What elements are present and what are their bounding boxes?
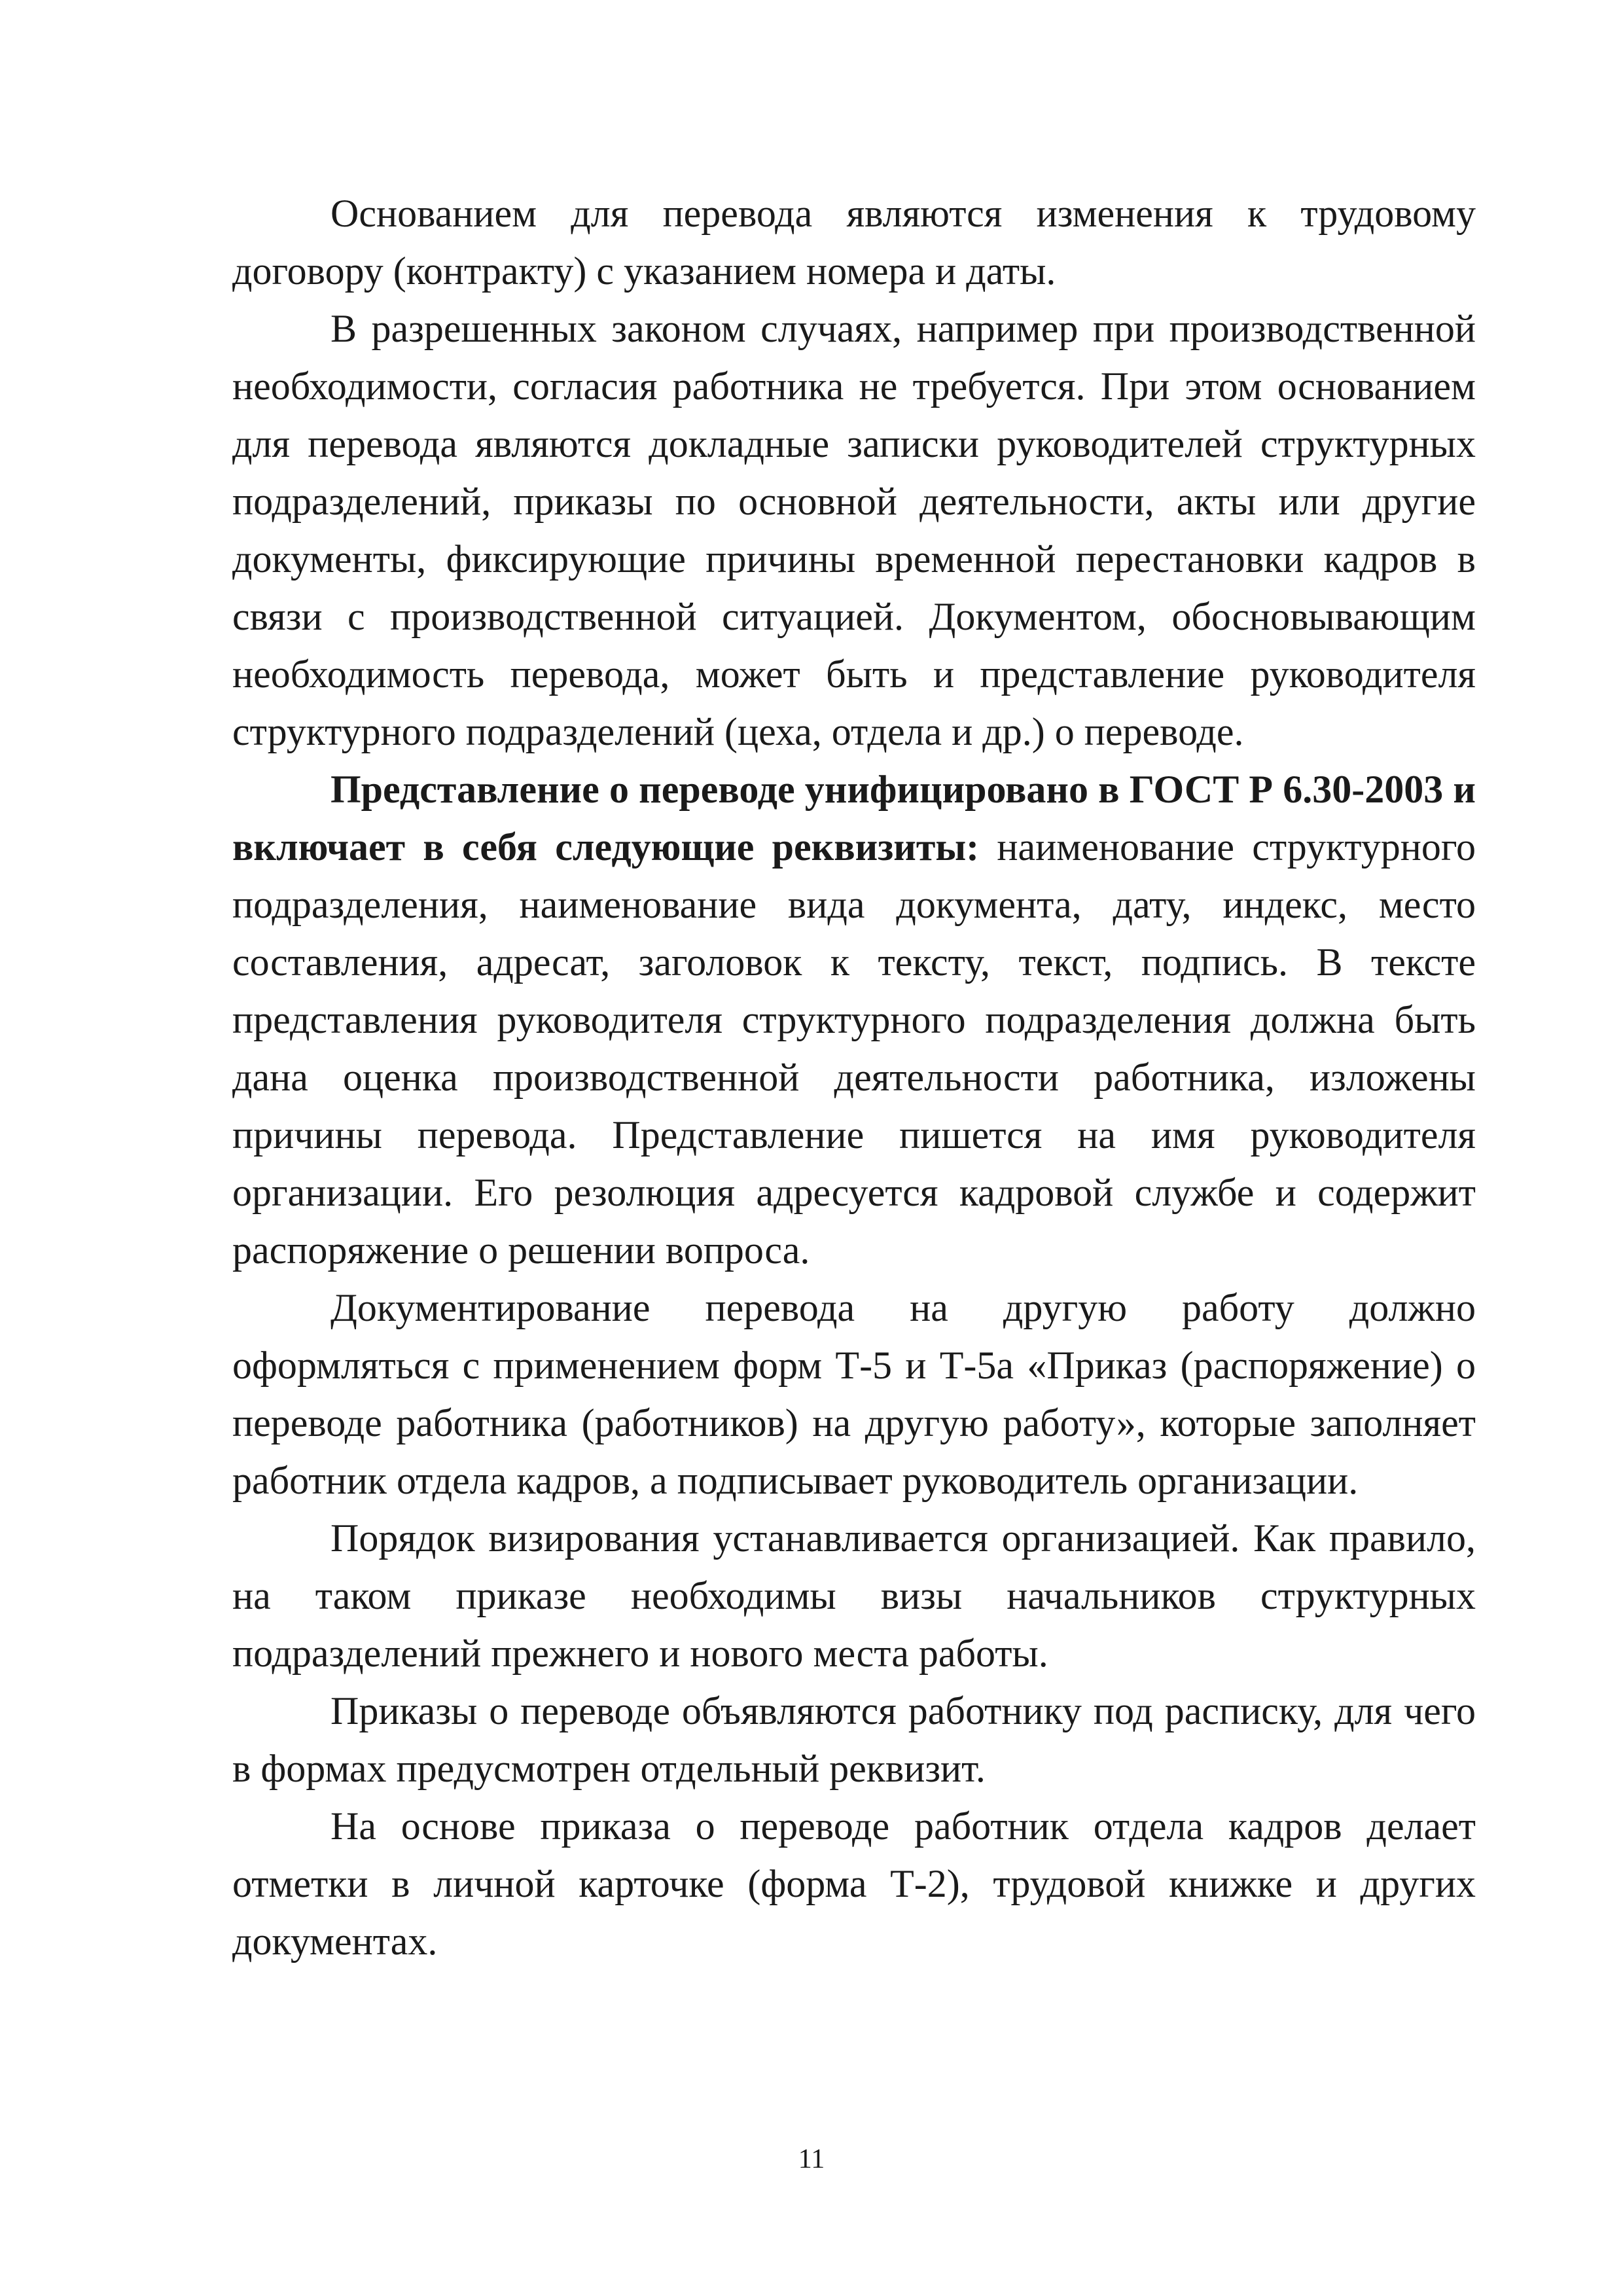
paragraph-text: наименование структурного подразделения, наименование вида документа, дату, индекс, место составления, адресат, заголовок к тексту, текст, подпись. В тексте представления руководителя структурного подразделения должна быть дана оценка производственной деятельности работника, изложены причины перевода. Представление пишется на имя руководителя организации. Его резолюция адресуется кадровой службе и содержит распоряжение о решении вопроса. xyxy=(232,825,1476,1272)
paragraph-permitted-cases xyxy=(232,300,1476,761)
page-number: 11 xyxy=(798,2144,825,2174)
paragraph-text: Порядок визирования устанавливается организацией. Как правило, на таком приказе необходимы визы начальников структурных подразделений прежнего и нового места работы. xyxy=(232,1516,1476,1675)
paragraph-text: Основанием для перевода являются изменения к трудовому договору (контракту) с указанием номера и даты. xyxy=(232,192,1476,293)
paragraph-personnel-records xyxy=(232,1797,1476,1970)
paragraph-announcement xyxy=(232,1682,1476,1797)
paragraph-bold-lead: Представление о переводе унифицировано в ГОСТ Р 6.30-2003 и включает в себя следующие реквизиты: xyxy=(232,768,1476,869)
paragraph-text: Документирование перевода на другую работу должно оформляться с применением форм Т-5 и Т-5а «Приказ (распоряжение) о переводе работника (работников) на другую работу», которые заполняет работник отдела кадров, а подписывает руководитель организации. xyxy=(232,1286,1476,1502)
paragraph-documenting-transfer xyxy=(232,1279,1476,1509)
document-page xyxy=(232,185,1476,1970)
paragraph-basis xyxy=(232,185,1476,300)
paragraph-approval-order xyxy=(232,1509,1476,1682)
paragraph-gost-requisites xyxy=(232,761,1476,1279)
paragraph-text: Приказы о переводе объявляются работнику под расписку, для чего в формах предусмотрен отдельный реквизит. xyxy=(232,1689,1476,1790)
paragraph-text: На основе приказа о переводе работник отдела кадров делает отметки в личной карточке (форма Т-2), трудовой книжке и других документах. xyxy=(232,1804,1476,1963)
paragraph-text: В разрешенных законом случаях, например при производственной необходимости, согласия работника не требуется. При этом основанием для перевода являются докладные записки руководителей структурных подразделений, приказы по основной деятельности, акты или другие документы, фиксирующие причины временной перестановки кадров в связи с производственной ситуацией. Документом, обосновывающим необходимость перевода, может быть и представление руководителя структурного подразделений (цеха, отдела и др.) о переводе. xyxy=(232,307,1476,753)
